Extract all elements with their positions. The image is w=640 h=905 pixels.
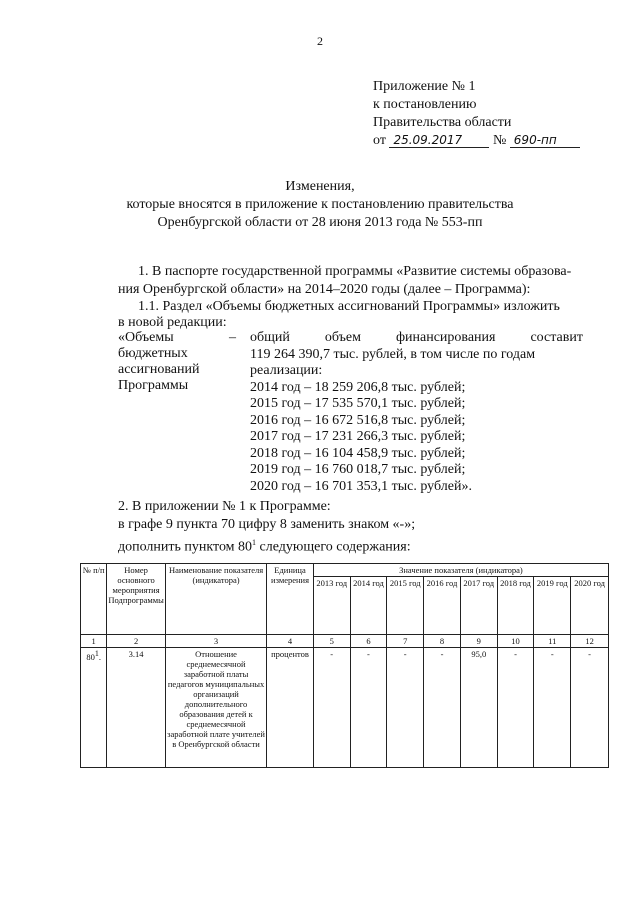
column-number: 2 xyxy=(107,635,165,648)
header-values: Значение показателя (индикатора) xyxy=(313,564,608,577)
header-year: 2014 год xyxy=(350,577,387,635)
column-number: 8 xyxy=(424,635,461,648)
section2-line-3-text: дополнить пунктом 80 xyxy=(118,539,253,555)
section2-line-2: в графе 9 пункта 70 цифру 8 заменить знаком «-»; xyxy=(118,517,416,532)
funding-intro-line-3: реализации: xyxy=(250,363,323,378)
funding-word: составит xyxy=(530,330,583,345)
funding-year: 2019 год – 16 760 018,7 тыс. рублей; xyxy=(250,462,466,477)
indicator-table xyxy=(80,563,609,768)
header-year: 2015 год xyxy=(387,577,424,635)
column-number: 10 xyxy=(497,635,534,648)
row-num-sup: 1 xyxy=(94,649,99,658)
appendix-line-1: Приложение № 1 xyxy=(373,79,476,94)
column-number: 11 xyxy=(534,635,571,648)
table-row xyxy=(81,648,609,768)
page-number: 2 xyxy=(317,34,323,48)
header-num: № п/п xyxy=(81,564,107,635)
header-year: 2018 год xyxy=(497,577,534,635)
funding-details xyxy=(250,330,583,495)
column-number: 5 xyxy=(313,635,350,648)
funding-intro-line-1 xyxy=(250,330,583,347)
funding-year: 2014 год – 18 259 206,8 тыс. рублей; xyxy=(250,379,466,395)
row-value: - xyxy=(350,648,387,768)
header-year: 2013 год xyxy=(313,577,350,635)
table-header-row xyxy=(81,564,609,577)
row-value: - xyxy=(497,648,534,768)
section2-line-1: 2. В приложении № 1 к Программе: xyxy=(118,499,331,514)
section1-sub-line-2: в новой редакции: xyxy=(118,315,227,330)
section2-sup: 1 xyxy=(252,538,257,547)
number-prefix: № xyxy=(492,133,507,148)
row-num-cell xyxy=(81,648,107,768)
section1-sub-line-1: 1.1. Раздел «Объемы бюджетных ассигнований Программы» изложить xyxy=(138,299,560,314)
appendix-block xyxy=(373,78,580,150)
funding-label xyxy=(118,330,238,394)
header-name: Наименование показателя (индикатора) xyxy=(165,564,266,635)
header-event: Номер основного мероприятия Подпрограммы xyxy=(107,564,165,635)
row-value: - xyxy=(534,648,571,768)
header-unit: Единица измерения xyxy=(267,564,314,635)
header-year: 2016 год xyxy=(424,577,461,635)
funding-dash: – xyxy=(229,330,236,345)
date-prefix: от xyxy=(373,133,386,148)
column-number: 9 xyxy=(460,635,497,648)
row-value: - xyxy=(571,648,609,768)
funding-intro-line-2: 119 264 390,7 тыс. рублей, в том числе по годам xyxy=(250,346,536,362)
document-title xyxy=(0,178,640,232)
handwritten-date: 25.09.2017 xyxy=(389,133,489,148)
funding-year: 2015 год – 17 535 570,1 тыс. рублей; xyxy=(250,396,466,411)
section2 xyxy=(118,498,415,557)
column-number: 4 xyxy=(267,635,314,648)
funding-year: 2018 год – 16 104 458,9 тыс. рублей; xyxy=(250,445,466,461)
table-column-numbers-row xyxy=(81,635,609,648)
header-year: 2019 год xyxy=(534,577,571,635)
row-value: - xyxy=(387,648,424,768)
column-number: 7 xyxy=(387,635,424,648)
funding-word: объем xyxy=(324,330,361,345)
appendix-date-line xyxy=(373,132,580,150)
column-number: 1 xyxy=(81,635,107,648)
section2-line-3 xyxy=(118,534,415,557)
funding-label-line: «Объемы xyxy=(118,330,174,345)
column-number: 12 xyxy=(571,635,609,648)
funding-year: 2017 год – 17 231 266,3 тыс. рублей; xyxy=(250,429,466,444)
funding-word: общий xyxy=(250,330,290,345)
header-year: 2017 год xyxy=(460,577,497,635)
row-value: - xyxy=(424,648,461,768)
row-value: 95,0 xyxy=(460,648,497,768)
row-indicator-name: Отношение среднемесячной заработной платы педагогов муниципальных организаций дополнительного образования детей к среднемесячной заработной плате учителей в Оренбургской области xyxy=(165,648,266,768)
column-number: 6 xyxy=(350,635,387,648)
section1-line-1: 1. В паспорте государственной программы «Развитие системы образова- xyxy=(138,264,572,279)
handwritten-number: 690-пп xyxy=(510,133,580,148)
row-event: 3.14 xyxy=(107,648,165,768)
appendix-line-3: Правительства области xyxy=(373,115,512,130)
row-value: - xyxy=(313,648,350,768)
row-unit: процентов xyxy=(267,648,314,768)
title-line-1: Изменения, xyxy=(285,179,355,194)
row-num: 80 xyxy=(86,651,95,662)
section2-line-3-rest: следующего содержания: xyxy=(256,539,411,555)
funding-label-line: бюджетных xyxy=(118,346,188,361)
title-line-3: Оренбургской области от 28 июня 2013 года № 553-пп xyxy=(157,215,483,230)
funding-label-line: Программы xyxy=(118,378,189,393)
funding-word: финансирования xyxy=(395,330,496,345)
section1-line-2: ния Оренбургской области» на 2014–2020 годы (далее – Программа): xyxy=(118,282,531,297)
header-year: 2020 год xyxy=(571,577,609,635)
appendix-line-2: к постановлению xyxy=(373,97,477,112)
column-number: 3 xyxy=(165,635,266,648)
funding-year: 2020 год – 16 701 353,1 тыс. рублей». xyxy=(250,478,472,494)
row-num-dot: . xyxy=(98,651,101,662)
title-line-2: которые вносятся в приложение к постановлению правительства xyxy=(126,197,514,212)
funding-year: 2016 год – 16 672 516,8 тыс. рублей; xyxy=(250,412,466,428)
funding-label-line: ассигнований xyxy=(118,362,200,377)
